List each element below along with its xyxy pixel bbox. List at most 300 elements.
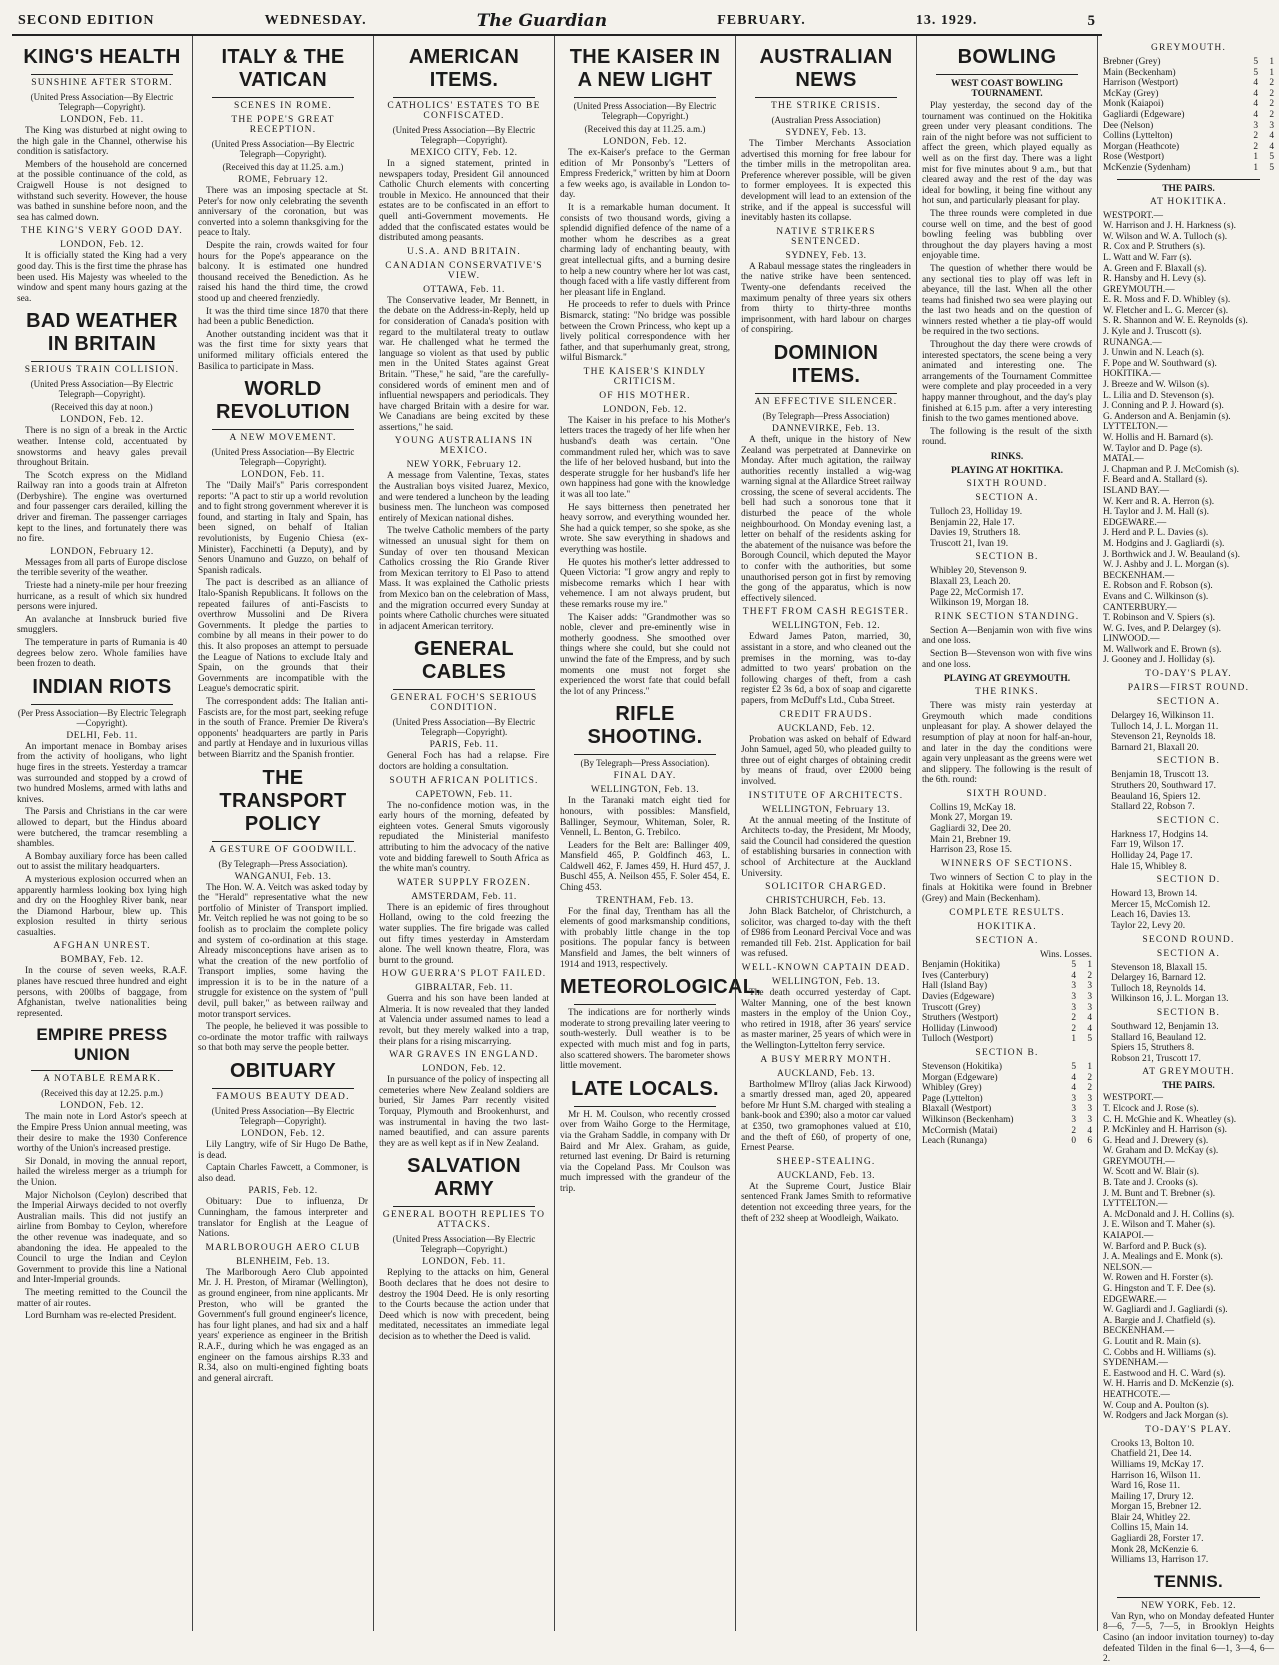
- table-row: Benjamin (Hokitika) 5 1: [922, 960, 1092, 971]
- column-3: [374, 36, 555, 1631]
- paragraph: Two winners of Section C to play in the finals at Hokitika were found in Brebner (Grey) and Main (Beckenham).: [922, 872, 1092, 905]
- result-line: W. J. Ashby and J. L. Morgan (s).: [1103, 560, 1230, 571]
- table-row: Whibley (Grey) 4 2: [922, 1083, 1092, 1094]
- headline: AMERICAN ITEMS.: [408, 46, 520, 91]
- subheading: GENERAL BOOTH REPLIES TO ATTACKS.: [382, 1210, 546, 1231]
- subheading: SERIOUS TRAIN COLLISION.: [24, 365, 180, 376]
- result-line: Wilkinson 16, J. L. Morgan 13.: [1111, 994, 1229, 1005]
- paragraph: A theft, unique in the history of New Zealand was perpetrated at Dannevirke on Monday. After much agitation, the railway authorities recently installed a wig-wag warning signal at the Allardice Street railway crossing, the scene of several accidents. The bell had such a sonorous tone that it disturbed the peace of the whole neighbourhood. On Monday evening last, a letter on behalf of the residents asking for the abatement of the nuisance was before the Borough Council, which deputed the Mayor to confer with the authorities, but some unauthorised person got in first by removing the gong of the apparatus, which is now effectively silenced.: [741, 434, 911, 604]
- dateline: LONDON, Feb. 12.: [60, 240, 144, 251]
- subheading: SIXTH ROUND.: [966, 479, 1048, 489]
- result-line: C. H. McGhie and K. Wheatley (s).: [1103, 1114, 1237, 1125]
- dateline: PARIS, Feb. 11.: [429, 740, 499, 751]
- result-line: S. R. Shannon and W. E. Reynolds (s).: [1103, 316, 1248, 327]
- divider: [212, 841, 354, 842]
- paragraph: The twelve Catholic members of the party witnessed an unusual sight for them on Sunday of over ten thousand Mexican Catholics crossing the Rio Grande River from Mexican territory to El Paso to attend Mass. It was explained the Catholic priests from Mexico ban on the celebration of Mass, and the migration occurred every Sunday at points where Catholic churches were situated in adjacent American territory.: [379, 526, 549, 632]
- edition-label: SECOND EDITION: [18, 13, 155, 28]
- subheading: THE STRIKE CRISIS.: [770, 101, 881, 111]
- result-line: Main 21, Brebner 19.: [930, 834, 1011, 845]
- result-line: W. Barford and P. Buck (s).: [1103, 1241, 1207, 1252]
- credit-line: (United Press Association—By Electric Telegraph—Copyright).: [211, 1106, 355, 1127]
- paragraph: Section A—Benjamin won with five wins and one loss.: [922, 625, 1092, 647]
- subheading: GREYMOUTH.: [1150, 43, 1227, 53]
- result-line: G. Hingston and T. F. Dee (s).: [1103, 1284, 1216, 1294]
- paragraph: He quotes his mother's letter addressed to Queen Victoria: "I grow angry and reply to misbecome remarks which I hear with vehemence. I am not always prudent, but these remarks rouse my ire.": [560, 557, 730, 610]
- dateline: LONDON, Feb. 12.: [603, 404, 687, 415]
- column-2: [193, 36, 374, 1631]
- paragraph: The temperature in parts of Rumania is 40 degrees below zero. Whole families have been frozen to death.: [17, 638, 187, 670]
- result-line: NELSON.—: [1103, 1262, 1152, 1273]
- result-line: T. Elcock and J. Rose (s).: [1103, 1103, 1199, 1114]
- subheading: SECTION B.: [975, 1047, 1039, 1058]
- result-line: SYDENHAM.—: [1103, 1358, 1168, 1369]
- paragraph: A mysterious explosion occurred when an apparently harmless looking box lying high and dry on the Hooghley River bank, near the Diamond Harbour, blew up. This explosion resulted in thirty serious casualties.: [17, 874, 187, 938]
- result-list: [922, 803, 1092, 856]
- result-line: Evans and C. Wilkinson (s).: [1103, 591, 1209, 602]
- result-line: G. Head and J. Drewery (s).: [1103, 1135, 1209, 1146]
- divider: [212, 97, 354, 98]
- paragraph: Lily Langtry, wife of Sir Hugo De Bathe, is dead.: [198, 1140, 368, 1161]
- headline: WORLD REVOLUTION: [215, 378, 351, 424]
- paragraph: The correspondent adds: The Italian anti-Fascists are, for the most part, seeking refuge in the south of France. Premier De Rivera's opponents' headquarters are partly in Paris and partly at Hendaye and in luxurious villas between Biarritz and the Spanish frontier.: [198, 696, 368, 760]
- result-line: CANTERBURY.—: [1103, 602, 1177, 613]
- subheading: SECTION A.: [1156, 697, 1221, 708]
- dateline: AUCKLAND, Feb. 13.: [777, 1170, 875, 1181]
- result-line: G. Anderson and A. Benjamin (s).: [1103, 411, 1231, 422]
- result-line: W. Gagliardi and J. Gagliardi (s).: [1103, 1305, 1228, 1316]
- subheading: AFGHAN UNREST.: [53, 941, 151, 952]
- paragraph: The meeting remitted to the Council the matter of air routes.: [17, 1287, 187, 1309]
- result-line: C. Cobbs and H. Williams (s).: [1103, 1347, 1216, 1358]
- paragraph: A message from Valentine, Texas, states the Australian boys visited Juarez, Mexico, and were tendered a luncheon by the leading business men. The luncheon was composed entirely of Mexican national dishes.: [379, 471, 549, 524]
- dateline: DELHI, Feb. 11.: [66, 730, 138, 741]
- paragraph: There was an imposing spectacle at St. Peter's for now only celebrating the seventh anniversary of the coronation, but was converted into a solemn thanksgiving for the peace to Italy.: [198, 186, 368, 239]
- received-note: (Received this day at 12.25. p.m.): [41, 1088, 163, 1099]
- paragraph: Sir Donald, in moving the annual report, hailed the wireless merger as a triumph for the Union.: [17, 1156, 187, 1188]
- divider: [574, 97, 716, 98]
- result-line: W. Rowen and H. Forster (s).: [1103, 1273, 1214, 1284]
- column-5: [736, 36, 917, 1631]
- result-line: MATAI.—: [1103, 454, 1144, 465]
- result-list: [1103, 770, 1274, 812]
- headline: SALVATION ARMY: [407, 1155, 521, 1201]
- paragraph: A Bombay auxiliary force has been called out to assist the military headquarters.: [17, 851, 187, 873]
- dateline: WELLINGTON, Feb. 13.: [590, 785, 700, 796]
- result-line: W. Kerr and R. A. Herron (s).: [1103, 496, 1215, 507]
- result-line: WESTPORT.—: [1103, 210, 1163, 221]
- table-row: Truscott (Grey) 3 3: [922, 1002, 1092, 1013]
- dateline: LONDON, Feb. 12.: [603, 137, 687, 147]
- divider: [936, 74, 1078, 75]
- subheading: YOUNG AUSTRALIANS IN MEXICO.: [394, 436, 534, 457]
- table-row: McKay (Grey) 4 2: [1103, 88, 1274, 99]
- result-line: Howard 13, Brown 14.: [1111, 889, 1198, 900]
- result-list: [922, 507, 1092, 549]
- credit-line: (United Press Association—By Electric Telegraph—Copyright.): [392, 1234, 536, 1255]
- result-line: Monk 27, Morgan 19.: [930, 813, 1013, 824]
- subheading: COMPLETE RESULTS.: [949, 907, 1065, 918]
- subheading: SOUTH AFRICAN POLITICS.: [389, 775, 539, 786]
- result-line: H. Taylor and J. M. Hall (s).: [1103, 507, 1209, 518]
- divider: [393, 689, 535, 690]
- subheading: SOLICITOR CHARGED.: [765, 882, 887, 893]
- subheading: SECTION D.: [1156, 875, 1221, 886]
- paragraph: The ex-Kaiser's preface to the German edition of Mr Ponsonby's "Letters of Empress Frederick," written by him at Doorn a few weeks ago, is available in London to-day.: [560, 148, 730, 201]
- result-line: W. Hollis and H. Barnard (s).: [1103, 433, 1214, 443]
- table-row: Harrison (Westport) 4 2: [1103, 78, 1274, 89]
- result-line: Ward 16, Rose 11.: [1111, 1481, 1180, 1492]
- result-line: J. M. Bunt and T. Brebner (s).: [1103, 1188, 1216, 1199]
- result-line: Davies 19, Struthers 18.: [930, 528, 1021, 539]
- table-row: McCormish (Matai) 2 4: [922, 1125, 1092, 1136]
- headline: BOWLING: [957, 46, 1057, 68]
- credit-line: (United Press Association—By Electric Telegraph—Copyright).: [30, 379, 174, 400]
- result-line: E. Robson and F. Robson (s).: [1103, 581, 1213, 592]
- table-row: Dee (Nelson) 3 3: [1103, 120, 1274, 131]
- result-line: LINWOOD.—: [1103, 634, 1160, 645]
- divider: [31, 361, 173, 362]
- result-line: Gagliardi 32, Dee 20.: [930, 824, 1011, 835]
- divider: [1117, 179, 1260, 180]
- paragraph: John Black Batchelor, of Christchurch, a solicitor, was charged to-day with the theft of £986 from Leonard Percival Voce and was remanded till Feb. 21st. Application for bail was refused.: [741, 907, 911, 960]
- result-line: G. Loutit and R. Main (s).: [1103, 1336, 1201, 1347]
- subheading: SECTION B.: [1156, 756, 1221, 767]
- subheading: INSTITUTE OF ARCHITECTS.: [748, 790, 904, 801]
- result-line: Hale 15, Whibley 8.: [1111, 861, 1187, 872]
- standings-table: [1103, 57, 1274, 174]
- result-line: Farr 19, Wilson 17.: [1111, 840, 1184, 851]
- credit-line: (United Press Association—By Electric Telegraph—Copyright).: [392, 125, 536, 145]
- standings-table: [922, 1062, 1092, 1147]
- credit-line: (United Press Association—By Electric Telegraph—Copyright).: [392, 717, 536, 738]
- result-line: Barnard 21, Blaxall 20.: [1111, 742, 1199, 753]
- credit-line: (United Press Association—By Electric Telegraph—Copyright.): [573, 101, 717, 121]
- paragraph: It is a remarkable human document. It consists of two thousand words, giving a splendid dignified defence of the name of a mother whom he describes as a great charming lady of enchanting beauty, with great intellectual gifts, and a burning desire to help a new country where her lot was cast, though faced with a life vastly different from her pleasant life in England.: [560, 202, 730, 298]
- result-line: Spiers 15, Struthers 8.: [1111, 1043, 1195, 1054]
- headline: EMPIRE PRESS UNION: [36, 1025, 168, 1065]
- result-line: J. E. Wilson and T. Maher (s).: [1103, 1220, 1216, 1231]
- paragraph: Despite the rain, crowds waited for four hours for the Pope's appearance on the balcony. It is estimated one hundred thousand received the Benediction. As he raised his hand the third time, the crowd stood up and cheered frenziedly.: [198, 240, 368, 304]
- headline: KING'S HEALTH: [23, 46, 181, 68]
- paragraph: The Scotch express on the Midland Railway ran into a goods train at Alfreton (Derbyshire). The engine was overturned and four passenger cars derailed, killing the driver and fireman. The passenger carriages kept to the lines, and fortunately there was no fire.: [17, 470, 187, 545]
- result-line: Benjamin 22, Hale 17.: [930, 517, 1015, 528]
- paper-title: The Guardian: [476, 11, 608, 31]
- result-line: Benjamin 18, Truscott 13.: [1111, 770, 1209, 781]
- result-line: E. Eastwood and H. C. Ward (s).: [1103, 1368, 1226, 1379]
- subheading: U.S.A. AND BRITAIN.: [407, 246, 521, 257]
- month-label: FEBRUARY.: [717, 13, 806, 28]
- dateline: DANNEVIRKE, Feb. 13.: [772, 423, 880, 434]
- paragraph: The main note in Lord Astor's speech at the Empire Press Union annual meeting, was their desire to make the 1930 Conference worthy of the Union's increased prestige.: [17, 1112, 187, 1155]
- result-line: Monk 28, McKenzie 6.: [1111, 1544, 1199, 1555]
- result-line: EDGEWARE.—: [1103, 517, 1167, 528]
- result-line: Wilkinson 19, Morgan 18.: [930, 598, 1029, 609]
- dateline: OTTAWA, Feb. 11.: [423, 284, 505, 295]
- paragraph: Obituary: Due to influenza, Dr Cunningham, the famous interpreter and translator for English at the League of Nations.: [198, 1197, 368, 1240]
- subheading: SECTION A.: [975, 493, 1039, 503]
- divider: [755, 393, 897, 394]
- column-6: [917, 36, 1098, 1631]
- paragraph: An avalanche at Innsbruck buried five smugglers.: [17, 614, 187, 636]
- paragraph: The no-confidence motion was, in the early hours of the morning, defeated by eighteen votes. General Smuts vigorously repudiated the Ministerial manifesto attributing to him the advocacy of the native vote and bidding farewell to South Africa as the white man's country.: [379, 800, 549, 875]
- paragraph: At the annual meeting of the Institute of Architects to-day, the President, Mr Moody, said the Council had considered the question of establishing bursaries in connection with school of Architecture at the Auckland University.: [741, 815, 911, 879]
- section-heading: RINKS.: [990, 452, 1024, 462]
- table-row: Wilkinson (Beckenham) 3 3: [922, 1114, 1092, 1125]
- subheading: SECTION A.: [1156, 948, 1221, 959]
- paragraph: He says bitterness then penetrated her heavy sorrow, and everything wounded her. She had a quick temper, so she spoke, as she wrote. She saw everything in shadows and everything was hostile.: [560, 502, 730, 555]
- result-line: Morgan 15, Brebner 12.: [1111, 1502, 1202, 1513]
- subheading: OF HIS MOTHER.: [599, 390, 691, 401]
- result-line: Beauland 16, Spiers 12.: [1111, 791, 1201, 802]
- paragraph: Leaders for the Belt are: Ballinger 409, Mansfield 465, P. Goldfinch 463, L. Caldwell 462, F. James 459, H. Hurd 457, J. Buschl 455, A. Neilson 455, F. Soler 454, E. Ching 453.: [560, 840, 730, 894]
- result-line: Stevenson 21, Reynolds 18.: [1111, 732, 1216, 743]
- subheading: SCENES IN ROME.: [234, 101, 332, 111]
- paragraph: The Timber Merchants Association advertised this morning for free labour for the timber mills in the metropolitan area. Preference wherever possible, will be given to former employees. It is expected this development will lead to an extension of the strike, and if the appeal is successful will inevitably hasten its collapse.: [741, 139, 911, 224]
- subheading: THE KAISER'S KINDLY CRITICISM.: [583, 366, 707, 387]
- result-line: F. Pope and W. Southward (s).: [1103, 358, 1217, 369]
- result-line: Tulloch 14, J. L. Morgan 11.: [1111, 721, 1219, 732]
- paragraph: Trieste had a ninety-mile per hour freezing hurricane, as a result of which six hundred persons were injured.: [17, 581, 187, 613]
- result-list: [1103, 1439, 1274, 1566]
- result-line: GREYMOUTH.—: [1103, 1156, 1175, 1167]
- result-line: J. Kyle and J. Truscott (s).: [1103, 327, 1202, 338]
- table-row: Holliday (Linwood) 2 4: [922, 1023, 1092, 1034]
- subheading: THE POPE'S GREAT RECEPTION.: [231, 115, 335, 135]
- credit-line: (Per Press Association—By Electric Telegraph—Copyright).: [17, 707, 187, 728]
- paragraph: The King was disturbed at night owing to the high gale in the Channel, otherwise his condition is satisfactory.: [17, 126, 187, 158]
- paragraph: The "Daily Mail's" Paris correspondent reports: "A pact to stir up a world revolution and to fight strong government wherever it is found, and starting in Italy and Spain, has been signed, on behalf of Italian revolutionists, by Eugenio Chiesa (ex-Minister), Facchinetti (a Deputy), and by Senors Unamuno and Guzzo, on behalf of Spanish radicals.: [198, 481, 368, 576]
- result-line: HOKITIKA.—: [1103, 369, 1161, 380]
- column-1: [12, 36, 193, 1631]
- dateline: ROME, February 12.: [238, 175, 328, 185]
- divider: [393, 97, 535, 98]
- result-list: [1103, 830, 1274, 872]
- paragraph: The death occurred yesterday of Capt. Walter Manning, one of the best known masters in the employ of the Union Coy., who retired in 1918, after 36 years' service as master mariner, 25 years of which were in the Wellington-Lyttelton ferry service.: [741, 988, 911, 1052]
- divider: [574, 1004, 716, 1005]
- subheading: A GESTURE OF GOODWILL.: [208, 844, 358, 855]
- paragraph: There is an epidemic of fires throughout Holland, owing to the cold freezing the water supplies. The fire brigade was called out fifty times yesterday in Amsterdam alone. The well known theatre, Flora, was burnt to the ground.: [379, 902, 549, 966]
- result-line: W. G. Ives, and P. Delargey (s).: [1103, 623, 1221, 634]
- result-line: Robson 21, Truscott 17.: [1111, 1053, 1201, 1064]
- result-line: M. Wallwork and E. Brown (s).: [1103, 644, 1222, 655]
- result-list: [1103, 1022, 1274, 1064]
- dateline: BOMBAY, Feb. 12.: [60, 955, 144, 966]
- paragraph: The three rounds were completed in due course well on time, and the best of good bowling feeling was bubbling over throughout the day players having a most enjoyable time.: [922, 208, 1092, 262]
- result-line: A. Bargie and J. Chatfield (s).: [1103, 1315, 1216, 1326]
- dateline: AUCKLAND, Feb. 12.: [777, 723, 875, 734]
- paragraph: A Rabaul message states the ringleaders in the native strike have been sentenced. Twenty-one defendants received the maximum penalty of three years six others from thirty to thirty-three months imprisonment, with hard labour on charges of conspiring.: [741, 261, 911, 336]
- result-line: Stallard 22, Robson 7.: [1111, 802, 1195, 813]
- table-row: Page (Lyttelton) 3 3: [922, 1093, 1092, 1104]
- headline: GENERAL CABLES: [414, 638, 514, 684]
- paragraph: Edward James Paton, married, 30, assistant in a store, and who cleaned out the premises in the morning, was to-day admitted to two years' probation on the following charges of theft, from a cash register £2 3s 6d, a box of soap and cigarette papers, from McDuff's Ltd., Cuba Street.: [741, 632, 911, 706]
- section-heading: THE PAIRS.: [1162, 183, 1215, 194]
- result-line: Delargey 16, Barnard 12.: [1111, 973, 1206, 984]
- paragraph: The people, he believed it was possible to co-ordinate the motor traffic with railways so that both may serve the people better.: [198, 1022, 368, 1054]
- received-note: (Received this day at noon.): [51, 402, 153, 413]
- dateline: BLENHEIM, Feb. 13.: [236, 1256, 330, 1267]
- subheading: GENERAL FOCH'S SERIOUS CONDITION.: [390, 693, 538, 714]
- dateline: LONDON, Feb. 12.: [241, 1129, 325, 1140]
- result-line: P. McKinley and H. Harrison (s).: [1103, 1125, 1227, 1136]
- paragraph: Captain Charles Fawcett, a Commoner, is also dead.: [198, 1163, 368, 1184]
- result-line: M. Hodgins and J. Gagliardi (s).: [1103, 538, 1225, 549]
- result-line: T. Robinson and V. Spiers (s).: [1103, 613, 1215, 624]
- subheading: THE KING'S VERY GOOD DAY.: [21, 226, 183, 237]
- paragraph: Play yesterday, the second day of the tournament was continued on the Hokitika green under very pleasant conditions. The rain of the night before was not sufficient to affect the green, which played equally as well as on the first day. There was a light mist for five minutes about 9 a.m., but that cleared away and the rest of the day was ideal for bowling, it being fine without any hot sun, and particularly pleasant for play.: [922, 101, 1092, 207]
- subheading: AT GREYMOUTH.: [1142, 1067, 1235, 1078]
- column-7: [1098, 36, 1279, 1665]
- table-row: Leach (Runanga) 0 6: [922, 1136, 1092, 1147]
- paragraph: There is no sign of a break in the Arctic weather. Intense cold, accentuated by snowstorms and heavy gales prevail throughout Britain.: [17, 426, 187, 469]
- result-line: W. Graham and D. McKay (s).: [1103, 1146, 1219, 1157]
- result-line: Tulloch 23, Holliday 19.: [930, 507, 1023, 517]
- subheading: SECTION C.: [1156, 815, 1221, 826]
- paragraph: The Conservative leader, Mr Bennett, in the debate on the Address-in-Reply, held up for consideration of Canada's position with regard to the multilateral treaty to outlaw war. He challenged what he termed the language so violent as that used by public men in the United States against Great Britain. "These," he said, "are the carefully-considered words of eminent men and of influential newspapers and periodicals. They have charged Britain with a desire for war. We Canadians are being excited by these assertions," he said.: [379, 295, 549, 433]
- result-line: A. McDonald and J. H. Collins (s).: [1103, 1209, 1235, 1220]
- dateline: PARIS, Feb. 12.: [248, 1186, 318, 1197]
- result-line: Collins 15, Main 14.: [1111, 1523, 1189, 1534]
- dateline: NEW YORK, February 12.: [406, 460, 522, 471]
- paragraph: Another outstanding incident was that it was the first time for sixty years that uniformed military officials entered the Basilica to participate in Mass.: [198, 329, 368, 372]
- subheading: THE RINKS.: [975, 687, 1039, 698]
- result-line: A. Green and F. Blaxall (s).: [1103, 263, 1207, 274]
- paragraph: He proceeds to refer to duels with Prince Bismarck, stating: "No bridge was possible between the Crown Princess, who kept up a lively political correspondence with her father, and that superhumanly great, strong, wilful Bismarck.": [560, 300, 730, 364]
- subheading: WINNERS OF SECTIONS.: [941, 858, 1073, 869]
- table-row: McKenzie (Sydenham) 1 5: [1103, 162, 1274, 173]
- dateline: MEXICO CITY, Feb. 12.: [410, 148, 518, 158]
- paragraph: There was misty rain yesterday at Greymouth which made conditions unpleasant for play. A shower delayed the resumption of play at noon for half-an-hour, and later in the day the conditions were again very unpleasant as the greens were wet and slippery. The following is the result of the 6th. round:: [922, 701, 1092, 786]
- subheading: RINK SECTION STANDING.: [934, 611, 1080, 622]
- divider: [212, 1088, 354, 1089]
- result-line: W. Harrison and J. H. Harkness (s).: [1103, 221, 1236, 232]
- day-label: WEDNESDAY.: [264, 13, 367, 28]
- dateline: LONDON, Feb. 11.: [60, 115, 144, 125]
- result-line: Struthers 20, Southward 17.: [1111, 781, 1216, 792]
- result-line: Page 22, McCormish 17.: [930, 587, 1024, 598]
- result-line: J. A. Mealings and E. Monk (s).: [1103, 1252, 1223, 1263]
- table-row: Rose (Westport) 1 5: [1103, 152, 1274, 163]
- table-row: Morgan (Heathcote) 2 4: [1103, 141, 1274, 152]
- result-line: HEATHCOTE.—: [1103, 1389, 1170, 1400]
- divider: [31, 1070, 173, 1071]
- result-line: LYTTELTON.—: [1103, 422, 1168, 433]
- result-list: [1103, 889, 1274, 931]
- result-line: Harrison 16, Wilson 11.: [1111, 1470, 1201, 1481]
- result-line: W. Scott and W. Blair (s).: [1103, 1167, 1199, 1178]
- divider: [574, 1106, 716, 1107]
- page-number: 5: [1087, 12, 1096, 29]
- subheading: SIXTH ROUND.: [966, 788, 1048, 799]
- dateline: WELLINGTON, February 13.: [762, 804, 890, 815]
- subheading: FAMOUS BEAUTY DEAD.: [216, 1092, 350, 1103]
- table-row: Morgan (Edgeware) 4 2: [922, 1072, 1092, 1083]
- table-row: Main (Beckenham) 5 1: [1103, 67, 1274, 78]
- section-heading: THE PAIRS.: [1162, 1081, 1215, 1092]
- table-row: Davies (Edgeware) 3 3: [922, 992, 1092, 1002]
- paragraph: Members of the household are concerned at the possible continuance of the cold, as Craigwell House is not designed to withstand such severity. However, the house was bathed in sunshine before noon, and the sea has calmed down.: [17, 159, 187, 223]
- paragraph: The following is the result of the sixth round.: [922, 426, 1092, 448]
- paragraph: The Kaiser in his preface to his Mother's letters traces the tragedy of her life when her husband's death was certain. "One commandment ruled her, which was to save the life of her beloved husband, but into the desperate struggle for her husband's life her own happiness had gone with the knowledge it was all too late.": [560, 415, 730, 501]
- result-line: J. Conning and P. J. Howard (s).: [1103, 401, 1224, 412]
- paragraph: The question of whether there would be any sectional ties to play off was left in abeyance, till the last. When all the other teams had finished two sea were playing out the last two heads and on the question of winners rested whether a tie play-off would be required in the two sections.: [922, 263, 1092, 338]
- result-line: KAIAPOI.—: [1103, 1231, 1154, 1242]
- masthead: [12, 8, 1102, 36]
- paragraph: The Parsis and Christians in the car were allowed to depart, but the Hindus aboard were butchered, the tramcar resembling a shambles.: [17, 807, 187, 850]
- dateline: LONDON, Feb. 11.: [241, 470, 325, 481]
- subheading: A NEW MOVEMENT.: [229, 433, 337, 444]
- result-line: J. Breeze and W. Wilson (s).: [1103, 380, 1210, 391]
- subheading: WEST COAST BOWLING TOURNAMENT.: [950, 79, 1064, 99]
- divider: [1117, 1597, 1260, 1598]
- result-line: J. Chapman and P. J. McComish (s).: [1103, 464, 1239, 475]
- result-line: LYTTELTON.—: [1103, 1199, 1168, 1210]
- table-row: Monk (Kaiapoi) 4 2: [1103, 99, 1274, 110]
- result-line: Taylor 22, Levy 20.: [1111, 920, 1186, 931]
- paragraph: In a signed statement, printed in newspapers today, President Gil announced Catholic Church elements with concerting trouble in Mexico. He announced that their estates are to be confiscated in an effort to quell anti-Government movements. He added that the confiscated estates would be distributed among peasants.: [379, 159, 549, 244]
- result-line: R. Cox and P. Struthers (s).: [1103, 242, 1206, 253]
- paragraph: Messages from all parts of Europe disclose the terrible severity of the weather.: [17, 557, 187, 579]
- paragraph: An important menace in Bombay arises from the activity of hooligans, who light huge fires in the streets. Yesterday a tramcar was surrounded and stopped by a crowd of two hundred Moslems, armed with laths and knives.: [17, 741, 187, 805]
- headline: ITALY & THE VATICAN: [221, 46, 345, 91]
- subheading: SUNSHINE AFTER STORM.: [31, 78, 173, 88]
- result-line: B. Tate and J. Crooks (s).: [1103, 1178, 1198, 1189]
- paragraph: In pursuance of the policy of inspecting all cemeteries where New Zealand soldiers are buried, Sir James Parr recently visited Torquay, Plymouth and Brookenhurst, and was instrumental in having the two last-named beautified, and can assure parents they are as well kept as if in New Zealand.: [379, 1075, 549, 1149]
- result-line: Collins 19, McKay 18.: [930, 802, 1016, 813]
- subheading: TO-DAY'S PLAY.: [1145, 669, 1232, 680]
- headline: DOMINION ITEMS.: [773, 341, 879, 387]
- result-line: EDGEWARE.—: [1103, 1294, 1167, 1305]
- result-line: GREYMOUTH.—: [1103, 284, 1175, 295]
- result-line: BECKENHAM.—: [1103, 1326, 1175, 1337]
- column-4: [555, 36, 762, 1631]
- subheading: CREDIT FRAUDS.: [779, 709, 873, 720]
- dateline: LONDON, Feb. 12.: [422, 1064, 506, 1075]
- subheading: PAIRS—FIRST ROUND.: [1127, 683, 1250, 694]
- standings-table: [922, 960, 1092, 1045]
- result-line: Harrison 23, Rose 15.: [930, 845, 1013, 856]
- headline: THE TRANSPORT POLICY: [219, 766, 347, 835]
- paragraph: Bartholmew M'Ilroy (alias Jack Kirwood) a smartly dressed man, aged 20, appeared before Mr Hunt S.M. charged with stealing a bank-book and £390; also a motor car valued at £350, two gramophones valued at £10, and the theft of £60, of property of one, Ernest Pearse.: [741, 1079, 911, 1154]
- table-row: Collins (Lyttelton) 2 4: [1103, 131, 1274, 142]
- paragraph: In the course of seven weeks, R.A.F. planes have rescued three hundred and eight persons, with 200lbs of baggage, from Afghanistan, twelve nationalities being represented.: [17, 966, 187, 1019]
- subheading: AT HOKITIKA.: [1149, 196, 1228, 207]
- divider: [755, 97, 897, 98]
- subheading: CANADIAN CONSERVATIVE'S VIEW.: [385, 260, 543, 281]
- paragraph: It is officially stated the King had a very good day. This is the first time the phrase has been used. His Majesty was wheeled to the window and spent many hours gazing at the sea.: [17, 251, 187, 304]
- result-line: W. H. Harris and D. McKenzie (s).: [1103, 1379, 1234, 1390]
- credit-line: (United Press Association—By Electric Telegraph—Copyright).: [211, 447, 355, 468]
- result-line: L. Watt and W. Farr (s).: [1103, 252, 1192, 263]
- subheading: WAR GRAVES IN ENGLAND.: [389, 1050, 539, 1061]
- headline: INDIAN RIOTS: [32, 675, 172, 698]
- dateline: SYDNEY, Feb. 13.: [785, 128, 867, 138]
- subheading: HOW GUERRA'S PLOT FAILED.: [381, 969, 547, 980]
- received-note: (Received this day at 11.25. a.m.): [584, 124, 706, 134]
- headline: RIFLE SHOOTING.: [587, 703, 703, 749]
- subheading: NATIVE STRIKERS SENTENCED.: [776, 226, 876, 247]
- table-row: Gagliardi (Edgeware) 4 2: [1103, 109, 1274, 120]
- dateline: NEW YORK, Feb. 12.: [1140, 1600, 1237, 1611]
- result-line: J. Gooney and J. Holliday (s).: [1103, 655, 1215, 666]
- result-line: F. Beard and A. Stallard (s).: [1103, 475, 1208, 486]
- result-line: Blair 24, Whitley 22.: [1111, 1512, 1191, 1523]
- section-heading: PLAYING AT HOKITIKA.: [950, 466, 1063, 476]
- dateline: LONDON, Feb. 12.: [60, 1101, 144, 1112]
- result-list: [922, 566, 1092, 608]
- credit-line: (By Telegraph—Press Association).: [580, 758, 710, 769]
- dateline: LONDON, Feb. 12.: [60, 415, 144, 426]
